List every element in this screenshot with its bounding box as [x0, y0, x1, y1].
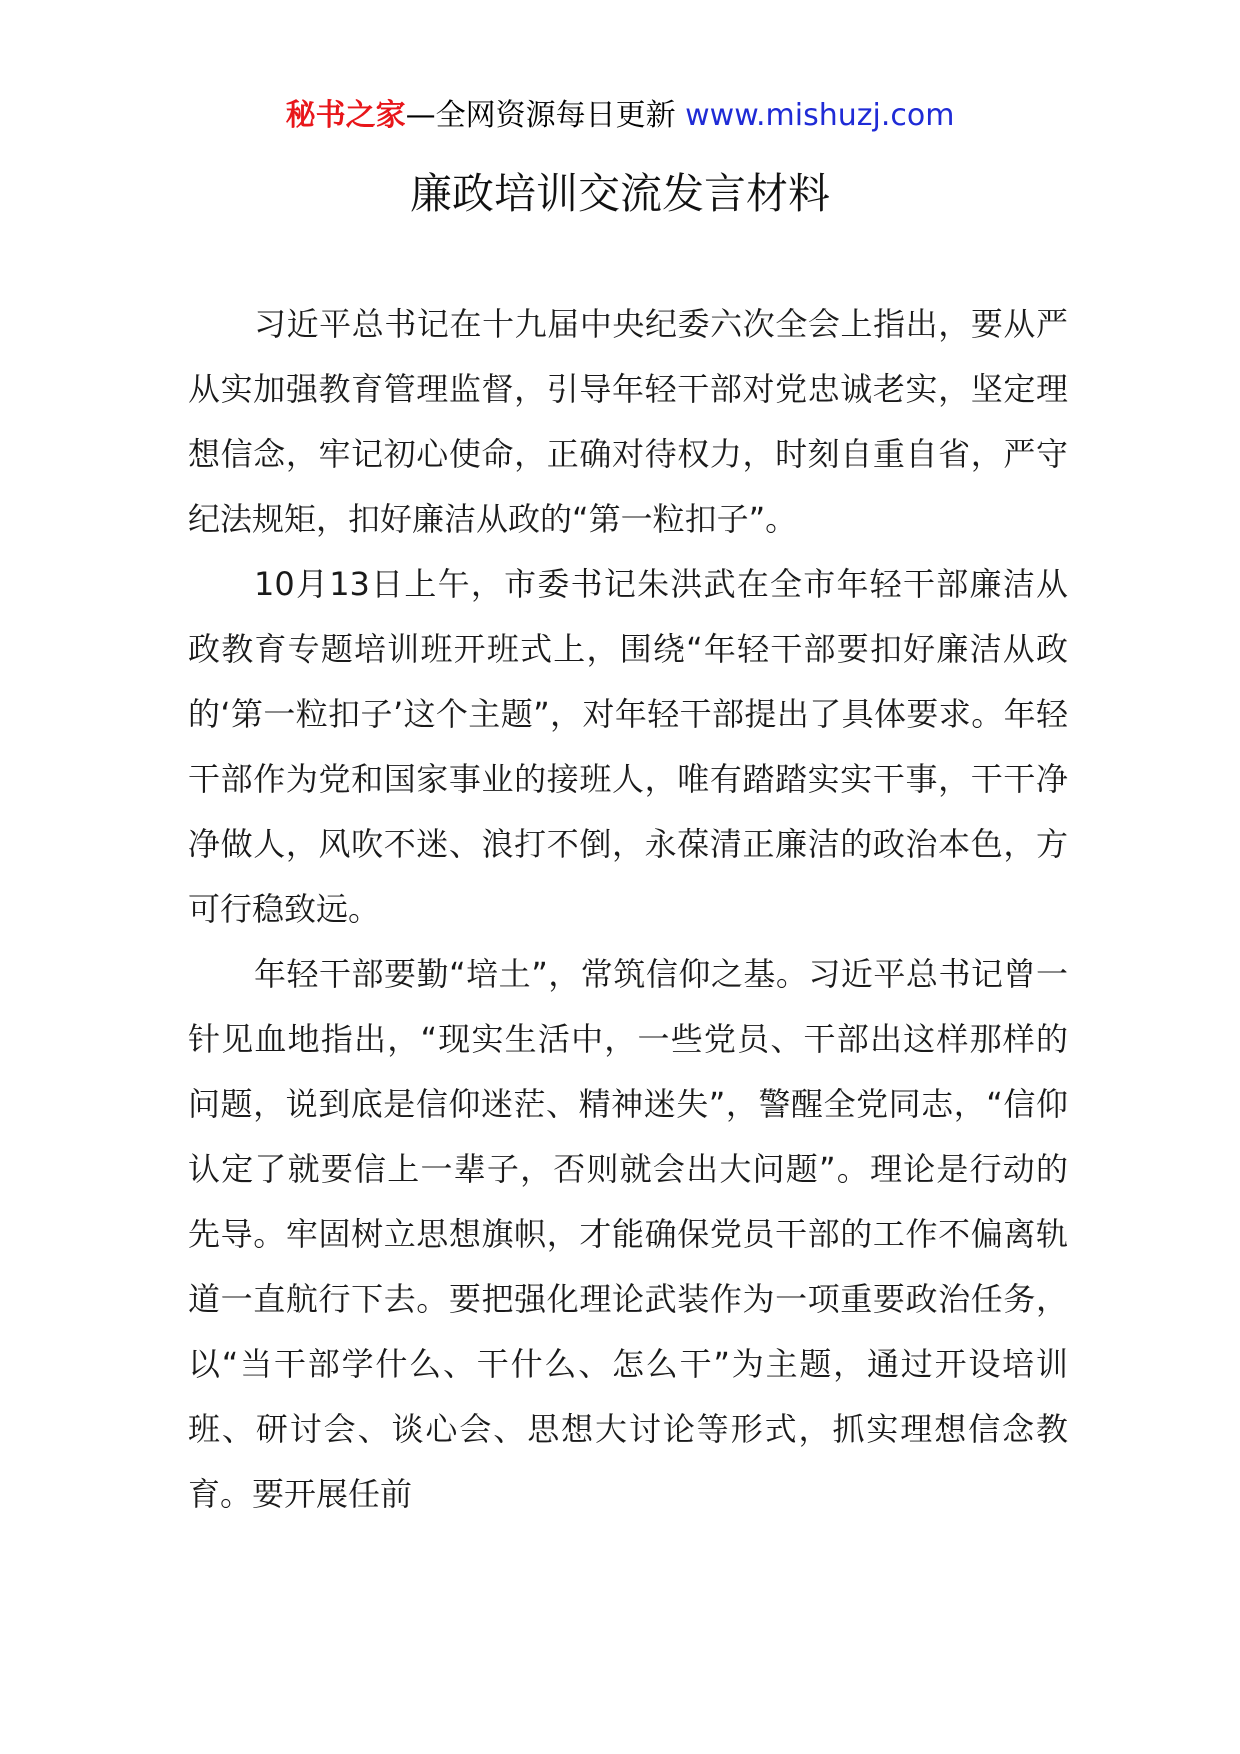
paragraph-2: 10月13日上午，市委书记朱洪武在全市年轻干部廉洁从政教育专题培训班开班式上，围绕“年轻干部要扣好廉洁从政的‘第一粒扣子’这个主题”，对年轻干部提出了具体要求。年轻干部作为党和国家事业的接班人，唯有踏踏实实干事，干干净净做人，风吹不迷、浪打不倒，永葆清正廉洁的政治本色，方可行稳致远。: [188, 565, 1068, 928]
brand-name: 秘书之家: [285, 98, 406, 133]
document-title: 廉政培训交流发言材料: [409, 169, 830, 218]
website-link[interactable]: www.mishuzj.com: [685, 98, 955, 133]
header-banner: [0, 96, 1240, 136]
header-tagline: —全网资源每日更新: [405, 98, 686, 133]
paragraph-1: 习近平总书记在十九届中央纪委六次全会上指出，要从严从实加强教育管理监督，引导年轻干部对党忠诚老实，坚定理想信念，牢记初心使命，正确对待权力，时刻自重自省，严守纪法规矩，扣好廉洁从政的“第一粒扣子”。: [188, 305, 1068, 538]
document-body: [188, 292, 1068, 1527]
paragraph-3: 年轻干部要勤“培土”，常筑信仰之基。习近平总书记曾一针见血地指出，“现实生活中，一些党员、干部出这样那样的问题，说到底是信仰迷茫、精神迷失”，警醒全党同志，“信仰认定了就要信上一辈子，否则就会出大问题”。理论是行动的先导。牢固树立思想旗帜，才能确保党员干部的工作不偏离轨道一直航行下去。要把强化理论武装作为一项重要政治任务，以“当干部学什么、干什么、怎么干”为主题，通过开设培训班、研讨会、谈心会、思想大讨论等形式，抓实理想信念教育。要开展任前: [188, 955, 1068, 1513]
